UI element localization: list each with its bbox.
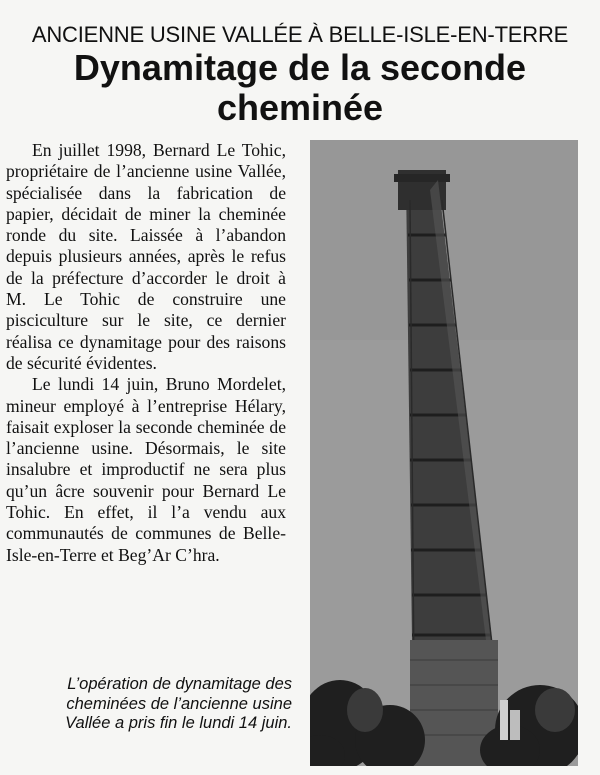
chimney-photo bbox=[310, 140, 578, 766]
article-kicker: ANCIENNE USINE VALLÉE À BELLE-ISLE-EN-TERRE bbox=[31, 22, 569, 47]
article-body bbox=[6, 140, 286, 566]
chimney-illustration bbox=[310, 140, 578, 766]
photo-caption: L’opération de dynamitage des cheminées de l’ancienne usine Vallée a pris fin le lundi 14 juin. bbox=[65, 675, 292, 732]
article-paragraph: En juillet 1998, Bernard Le Tohic, propriétaire de l’ancienne usine Vallée, spécialisée dans la fabrication de papier, décidait de miner la cheminée ronde du site. Laissée à l’abandon depuis plusieurs années, après le refus de la préfecture d’accorder le droit à M. Le Tohic de construire une pisciculture sur le site, ce dernier réalisa ce dynamitage pour des raisons de sécurité évidentes. bbox=[6, 140, 286, 373]
article-paragraph: Le lundi 14 juin, Bruno Mordelet, mineur employé à l’entreprise Hélary, faisait exploser la seconde cheminée de l’ancienne usine. Désormais, le site insalubre et improductif ne sera plus qu’un âcre souvenir pour Bernard Le Tohic. En effet, il l’a vendu aux communautés de communes de Belle-Isle-en-Terre et Beg’Ar C’hra. bbox=[6, 374, 286, 565]
article-headline: Dynamitage de la seconde cheminée bbox=[73, 47, 527, 128]
